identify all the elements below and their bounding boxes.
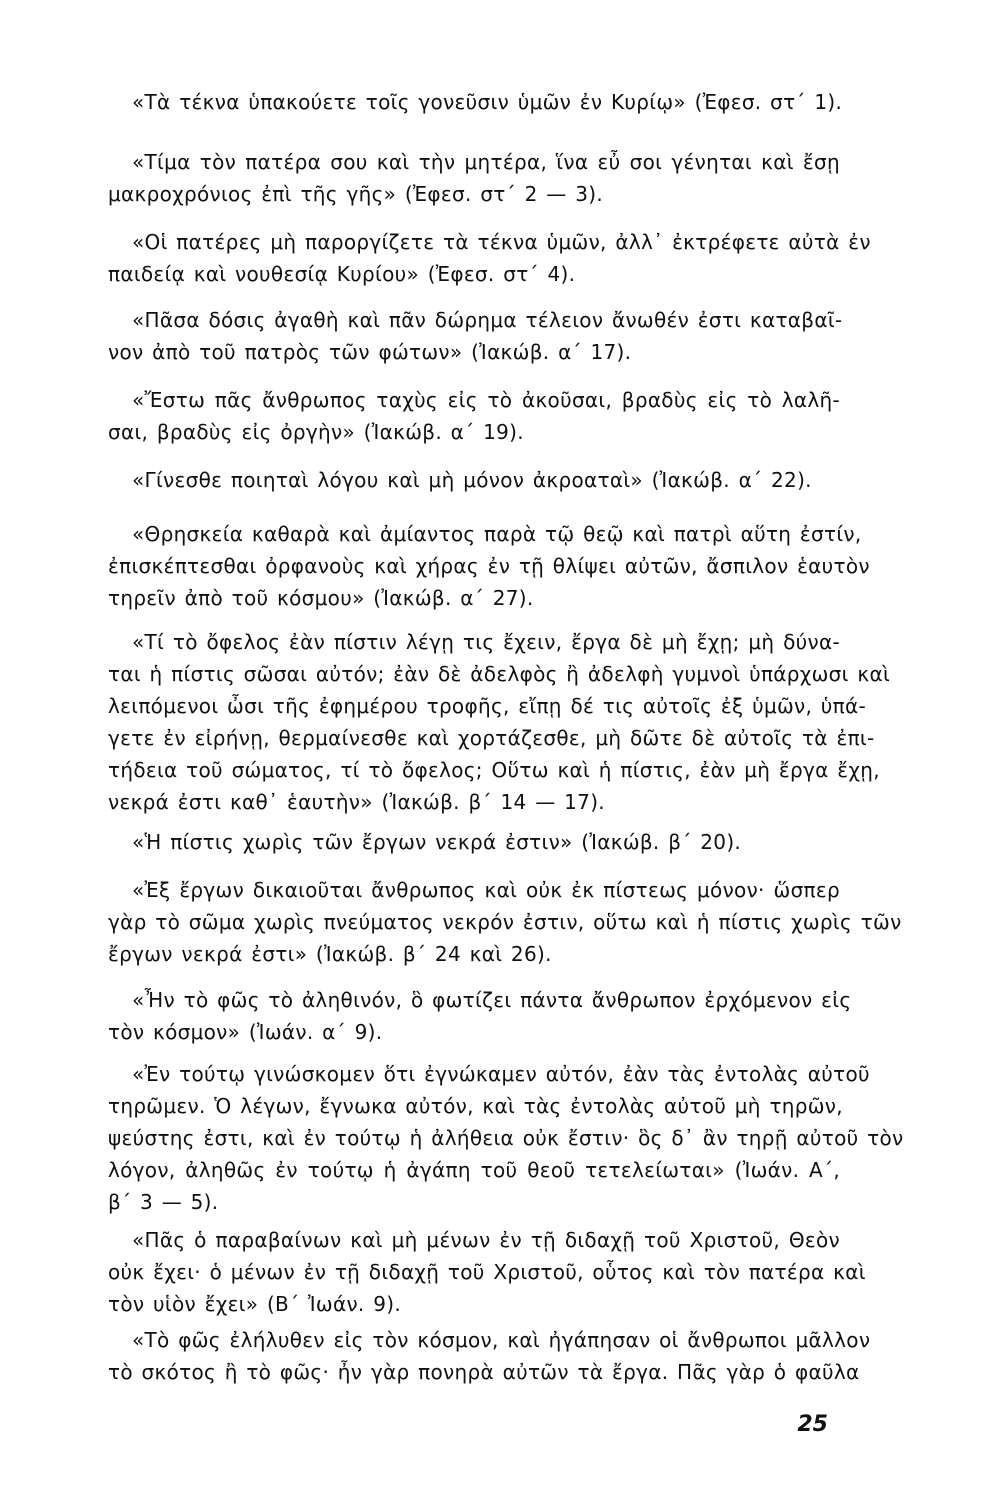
text-line: νον ἀπὸ τοῦ πατρὸς τῶν φώτων» (Ἰακώβ. α΄ 17). xyxy=(108,340,632,364)
text-line: «Πᾶσα δόσις ἀγαθὴ καὶ πᾶν δώρημα τέλειον ἄνωθέν ἐστι καταβαῖ- xyxy=(132,308,843,332)
paragraph-14 xyxy=(108,1324,871,1388)
paragraph-6 xyxy=(108,464,840,496)
text-line: β΄ 3 — 5). xyxy=(108,1190,219,1214)
text-line: παιδείᾳ καὶ νουθεσίᾳ Κυρίου» (Ἐφεσ. στ΄ 4). xyxy=(108,262,576,286)
text-line: οὐκ ἔχει· ὁ μένων ἐν τῇ διδαχῇ τοῦ Χριστοῦ, οὗτος καὶ τὸν πατέρα καὶ xyxy=(108,1260,866,1284)
text-line: λόγον, ἀληθῶς ἐν τούτῳ ἡ ἀγάπη τοῦ θεοῦ τετελείωται» (Ἰωάν. Α΄, xyxy=(108,1158,840,1182)
paragraph-9 xyxy=(108,826,840,858)
paragraph-1 xyxy=(108,86,843,118)
text-line: ἔργων νεκρά ἐστι» (Ἰακώβ. β΄ 24 καὶ 26). xyxy=(108,942,552,966)
text-line: «Οἱ πατέρες μὴ παροργίζετε τὰ τέκνα ὑμῶν, ἀλλ᾽ ἐκτρέφετε αὐτὰ ἐν xyxy=(132,230,871,254)
text-line: τήδεια τοῦ σώματος, τί τὸ ὄφελος; Οὕτω καὶ ἡ πίστις, ἐὰν μὴ ἔργα ἔχῃ, xyxy=(108,758,880,782)
paragraph-4 xyxy=(108,304,843,368)
text-line: γετε ἐν εἰρήνῃ, θερμαίνεσθε καὶ χορτάζεσθε, μὴ δῶτε δὲ αὐτοῖς τὰ ἐπι- xyxy=(108,726,875,750)
text-line: «Τὸ φῶς ἐλήλυθεν εἰς τὸν κόσμον, καὶ ἠγάπησαν οἱ ἄνθρωποι μᾶλλον xyxy=(132,1328,871,1352)
text-line: «Ἦν τὸ φῶς τὸ ἀληθινόν, ὃ φωτίζει πάντα ἄνθρωπον ἐρχόμενον εἰς xyxy=(132,988,852,1012)
text-line: γὰρ τὸ σῶμα χωρὶς πνεύματος νεκρόν ἐστιν, οὕτω καὶ ἡ πίστις χωρὶς τῶν xyxy=(108,910,902,934)
text-line: «Θρησκεία καθαρὰ καὶ ἀμίαντος παρὰ τῷ θεῷ καὶ πατρὶ αὕτη ἐστίν, xyxy=(132,522,862,546)
text-line: «Πᾶς ὁ παραβαίνων καὶ μὴ μένων ἐν τῇ διδαχῇ τοῦ Χριστοῦ, Θεὸν xyxy=(132,1228,840,1252)
page-number: 25 xyxy=(797,1412,828,1437)
text-line: «Γίνεσθε ποιηταὶ λόγου καὶ μὴ μόνον ἀκροαταὶ» (Ἰακώβ. α΄ 22). xyxy=(132,468,812,492)
paragraph-8 xyxy=(108,626,891,818)
paragraph-12 xyxy=(108,1058,904,1218)
text-line: τηρῶμεν. Ὁ λέγων, ἔγνωκα αὐτόν, καὶ τὰς ἐντολὰς αὐτοῦ μὴ τηρῶν, xyxy=(108,1094,843,1118)
text-line: «Ἐξ ἔργων δικαιοῦται ἄνθρωπος καὶ οὐκ ἐκ πίστεως μόνον· ὥσπερ xyxy=(132,878,840,902)
text-line: ται ἡ πίστις σῶσαι αὐτόν; ἐὰν δὲ ἀδελφὸς ἢ ἀδελφὴ γυμνοὶ ὑπάρχωσι καὶ xyxy=(108,662,891,686)
text-line: λειπόμενοι ὦσι τῆς ἐφημέρου τροφῆς, εἴπῃ δέ τις αὐτοῖς ἐξ ὑμῶν, ὑπά- xyxy=(108,694,867,718)
text-line: τὸν υἱὸν ἔχει» (Β΄ Ἰωάν. 9). xyxy=(108,1292,402,1316)
text-line: «Τίμα τὸν πατέρα σου καὶ τὴν μητέρα, ἵνα εὖ σοι γένηται καὶ ἔσῃ xyxy=(132,150,840,174)
text-line: «Ἡ πίστις χωρὶς τῶν ἔργων νεκρά ἐστιν» (Ἰακώβ. β΄ 20). xyxy=(132,830,742,854)
text-line: «Ἐν τούτῳ γινώσκομεν ὅτι ἐγνώκαμεν αὐτόν, ἐὰν τὰς ἐντολὰς αὐτοῦ xyxy=(132,1062,870,1086)
text-line: ἐπισκέπτεσθαι ὀρφανοὺς καὶ χήρας ἐν τῇ θλίψει αὐτῶν, ἄσπιλον ἑαυτὸν xyxy=(108,554,870,578)
text-line: νεκρά ἐστι καθ᾽ ἑαυτὴν» (Ἰακώβ. β΄ 14 — 17). xyxy=(108,790,605,814)
text-line: «Τὰ τέκνα ὑπακούετε τοῖς γονεῦσιν ὑμῶν ἐν Κυρίῳ» (Ἐφεσ. στ΄ 1). xyxy=(132,90,843,114)
text-line: σαι, βραδὺς εἰς ὀργὴν» (Ἰακώβ. α΄ 19). xyxy=(108,420,524,444)
paragraph-3 xyxy=(108,226,871,290)
text-line: ψεύστης ἐστι, καὶ ἐν τούτῳ ἡ ἀλήθεια οὐκ ἔστιν· ὃς δ᾽ ἂν τηρῇ αὐτοῦ τὸν xyxy=(108,1126,904,1150)
text-line: τὸν κόσμον» (Ἰωάν. α΄ 9). xyxy=(108,1020,383,1044)
paragraph-11 xyxy=(108,984,852,1048)
text-line: τηρεῖν ἀπὸ τοῦ κόσμου» (Ἰακώβ. α΄ 27). xyxy=(108,586,534,610)
paragraph-7 xyxy=(108,518,870,614)
paragraph-10 xyxy=(108,874,902,970)
text-line: «Ἔστω πᾶς ἄνθρωπος ταχὺς εἰς τὸ ἀκοῦσαι, βραδὺς εἰς τὸ λαλῆ- xyxy=(132,388,840,412)
paragraph-2 xyxy=(108,146,840,210)
paragraph-13 xyxy=(108,1224,866,1320)
paragraph-5 xyxy=(108,384,840,448)
text-line: τὸ σκότος ἢ τὸ φῶς· ἦν γὰρ πονηρὰ αὐτῶν τὰ ἔργα. Πᾶς γὰρ ὁ φαῦλα xyxy=(108,1360,860,1384)
text-line: μακροχρόνιος ἐπὶ τῆς γῆς» (Ἐφεσ. στ΄ 2 — 3). xyxy=(108,182,604,206)
text-line: «Τί τὸ ὄφελος ἐὰν πίστιν λέγῃ τις ἔχειν, ἔργα δὲ μὴ ἔχῃ; μὴ δύνα- xyxy=(132,630,840,654)
